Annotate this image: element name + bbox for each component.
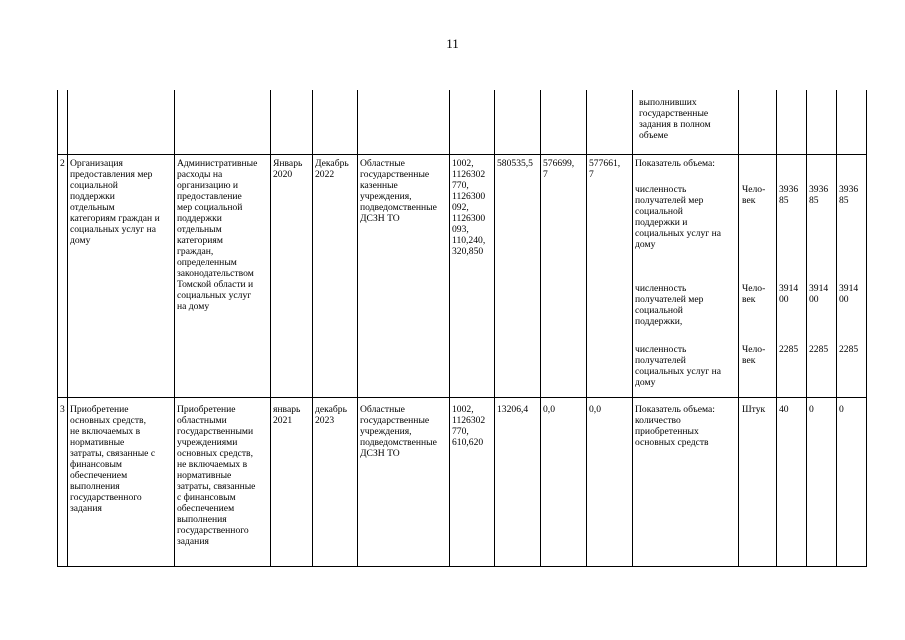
- amount-year-3: 0,0: [589, 404, 601, 415]
- column-divider: [357, 90, 358, 567]
- executor: Областные государственные учреждения, подведомственные ДСЗН ТО: [360, 404, 437, 459]
- event-name: Приобретение основных средств, не включаемых в нормативные затраты, связанные с финансовым обеспечением выполнения государственного задания: [70, 404, 156, 514]
- value-year-2: 0: [809, 404, 814, 415]
- indicator-header: Показатель объема:: [635, 158, 715, 169]
- end-date: Декабрь 2022: [315, 158, 349, 180]
- executor: Областные государственные казенные учреждения, подведомственные ДСЗН ТО: [360, 158, 437, 224]
- value-3-year-1: 2285: [779, 344, 799, 355]
- column-divider: [540, 90, 541, 567]
- column-divider: [632, 90, 633, 567]
- budget-codes: 1002, 1126302 770, 610,620: [452, 404, 486, 448]
- amount-year-1: 13206,4: [497, 404, 529, 415]
- continued-indicator-text: выполнивших государственные задания в полном объеме: [639, 97, 711, 141]
- indicator-1: численность получателей мер социальной поддержки и социальных услуг на дому: [635, 184, 721, 250]
- column-divider: [586, 90, 587, 567]
- amount-year-3: 577661, 7: [589, 158, 621, 180]
- indicator-3: численность получателей социальных услуг на дому: [635, 344, 721, 388]
- unit: Штук: [742, 404, 766, 415]
- column-divider: [738, 90, 739, 567]
- indicator: Показатель объема: количество приобретенных основных средств: [635, 404, 715, 448]
- row-number: 3: [60, 404, 65, 415]
- unit-1: Чело- век: [742, 184, 766, 206]
- page-number: 11: [446, 36, 459, 51]
- value-2-year-1: 3914 00: [779, 283, 799, 305]
- value-year-1: 40: [779, 404, 789, 415]
- amount-year-2: 0,0: [543, 404, 555, 415]
- table-bottom-border: [57, 566, 867, 567]
- column-divider: [836, 90, 837, 567]
- value-2-year-2: 3914 00: [809, 283, 829, 305]
- column-divider: [449, 90, 450, 567]
- budget-codes: 1002, 1126302 770, 1126300 092, 1126300 093, 110,240, 320,850: [452, 158, 486, 257]
- expense-description: Приобретение областными государственными учреждениями основных средств, не включаемых в нормативные затраты, связанные с финансовым обеспечением выполнения государственного задания: [177, 404, 256, 547]
- value-3-year-3: 2285: [839, 344, 859, 355]
- column-divider: [312, 90, 313, 567]
- value-2-year-3: 3914 00: [839, 283, 859, 305]
- end-date: декабрь 2023: [315, 404, 347, 426]
- value-1-year-2: 3936 85: [809, 184, 829, 206]
- column-divider: [866, 90, 867, 567]
- column-divider: [776, 90, 777, 567]
- row-divider: [57, 154, 867, 155]
- unit-3: Чело- век: [742, 344, 766, 366]
- amount-year-1: 580535,5: [497, 158, 533, 169]
- start-date: январь 2021: [273, 404, 301, 426]
- unit-2: Чело- век: [742, 283, 766, 305]
- value-3-year-2: 2285: [809, 344, 829, 355]
- row-number: 2: [60, 158, 65, 169]
- column-divider: [270, 90, 271, 567]
- value-1-year-1: 3936 85: [779, 184, 799, 206]
- event-name: Организация предоставления мер социальной поддержки отдельным категориям граждан и социальных услуг на дому: [70, 158, 160, 246]
- column-divider: [806, 90, 807, 567]
- column-divider: [174, 90, 175, 567]
- column-divider: [57, 90, 58, 567]
- column-divider: [67, 90, 68, 567]
- row-divider: [57, 397, 867, 398]
- value-1-year-3: 3936 85: [839, 184, 859, 206]
- column-divider: [494, 90, 495, 567]
- amount-year-2: 576699, 7: [543, 158, 575, 180]
- indicator-2: численность получателей мер социальной поддержки,: [635, 283, 704, 327]
- value-year-3: 0: [839, 404, 844, 415]
- start-date: Январь 2020: [273, 158, 303, 180]
- expense-description: Административные расходы на организацию и предоставление мер социальной поддержки отдельным категориям граждан, определенным законодательством Томской области и социальных услуг на дому: [177, 158, 258, 312]
